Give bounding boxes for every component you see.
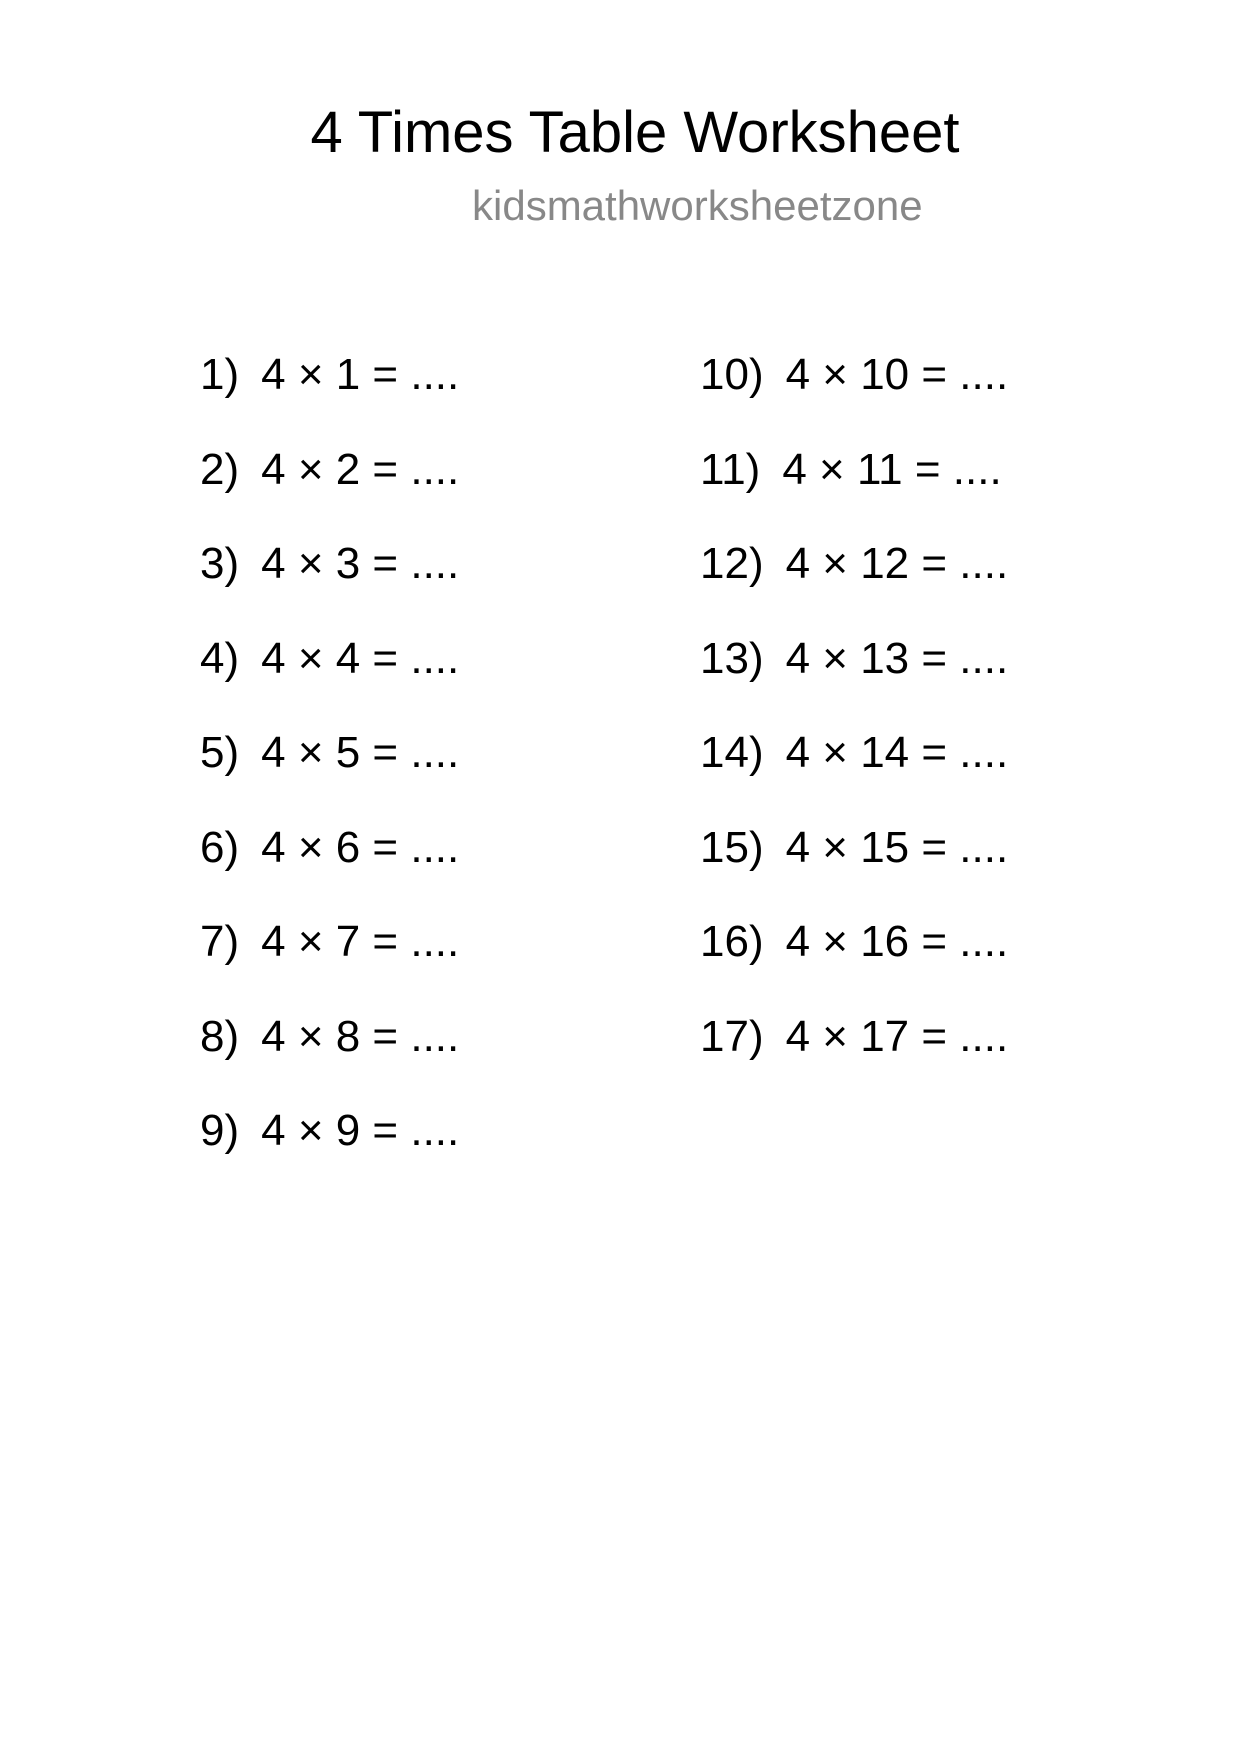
problem-item — [700, 443, 1008, 538]
problem-number: 2) — [200, 444, 240, 494]
problem-column-right — [700, 348, 1008, 1104]
problem-expression: 4 × 6 = .... — [261, 822, 460, 872]
problem-item — [200, 632, 459, 727]
problem-expression: 4 × 13 = .... — [785, 633, 1009, 683]
problem-number: 11) — [700, 444, 761, 494]
worksheet-title: 4 Times Table Worksheet — [310, 100, 960, 165]
problem-expression: 4 × 3 = .... — [261, 539, 460, 588]
problem-expression: 4 × 16 = .... — [785, 917, 1009, 966]
problem-item — [200, 821, 459, 916]
problem-item — [700, 726, 1008, 821]
problem-item — [200, 1010, 459, 1105]
problem-expression: 4 × 12 = .... — [785, 539, 1009, 588]
problem-item — [200, 443, 459, 538]
problem-expression: 4 × 14 = .... — [785, 728, 1009, 777]
problem-number: 16) — [700, 917, 764, 966]
problem-number: 12) — [700, 539, 764, 588]
problem-expression: 4 × 10 = .... — [785, 350, 1009, 399]
problem-item — [200, 537, 459, 632]
problem-number: 1) — [200, 350, 240, 399]
problem-number: 10) — [700, 350, 764, 399]
problem-expression: 4 × 2 = .... — [261, 444, 460, 494]
problem-item — [200, 915, 459, 1010]
problem-number: 15) — [700, 822, 764, 872]
problem-number: 7) — [200, 917, 240, 966]
problem-expression: 4 × 11 = .... — [782, 444, 1002, 494]
problem-number: 8) — [200, 1011, 240, 1061]
problem-expression: 4 × 1 = .... — [261, 350, 460, 399]
problem-item — [700, 821, 1008, 916]
problem-number: 5) — [200, 728, 240, 777]
problem-expression: 4 × 7 = .... — [261, 917, 460, 966]
problem-expression: 4 × 5 = .... — [261, 728, 460, 777]
problem-number: 14) — [700, 728, 764, 777]
problem-expression: 4 × 4 = .... — [261, 633, 460, 683]
problem-item — [200, 348, 459, 443]
problem-item — [700, 1010, 1008, 1105]
problem-item — [200, 1104, 459, 1199]
problem-number: 9) — [200, 1106, 240, 1155]
worksheet-source: kidsmathworksheetzone — [472, 182, 923, 229]
problem-item — [700, 348, 1008, 443]
problem-expression: 4 × 8 = .... — [261, 1011, 460, 1061]
problem-item — [200, 726, 459, 821]
problem-item — [700, 537, 1008, 632]
problem-number: 17) — [700, 1011, 764, 1061]
problem-number: 6) — [200, 822, 240, 872]
problem-expression: 4 × 9 = .... — [261, 1106, 460, 1155]
problem-expression: 4 × 15 = .... — [785, 822, 1009, 872]
problem-item — [700, 632, 1008, 727]
problem-item — [700, 915, 1008, 1010]
problem-number: 4) — [200, 633, 240, 683]
problem-column-left — [200, 348, 459, 1199]
problem-expression: 4 × 17 = .... — [785, 1011, 1009, 1061]
problem-number: 3) — [200, 539, 240, 588]
problem-number: 13) — [700, 633, 764, 683]
